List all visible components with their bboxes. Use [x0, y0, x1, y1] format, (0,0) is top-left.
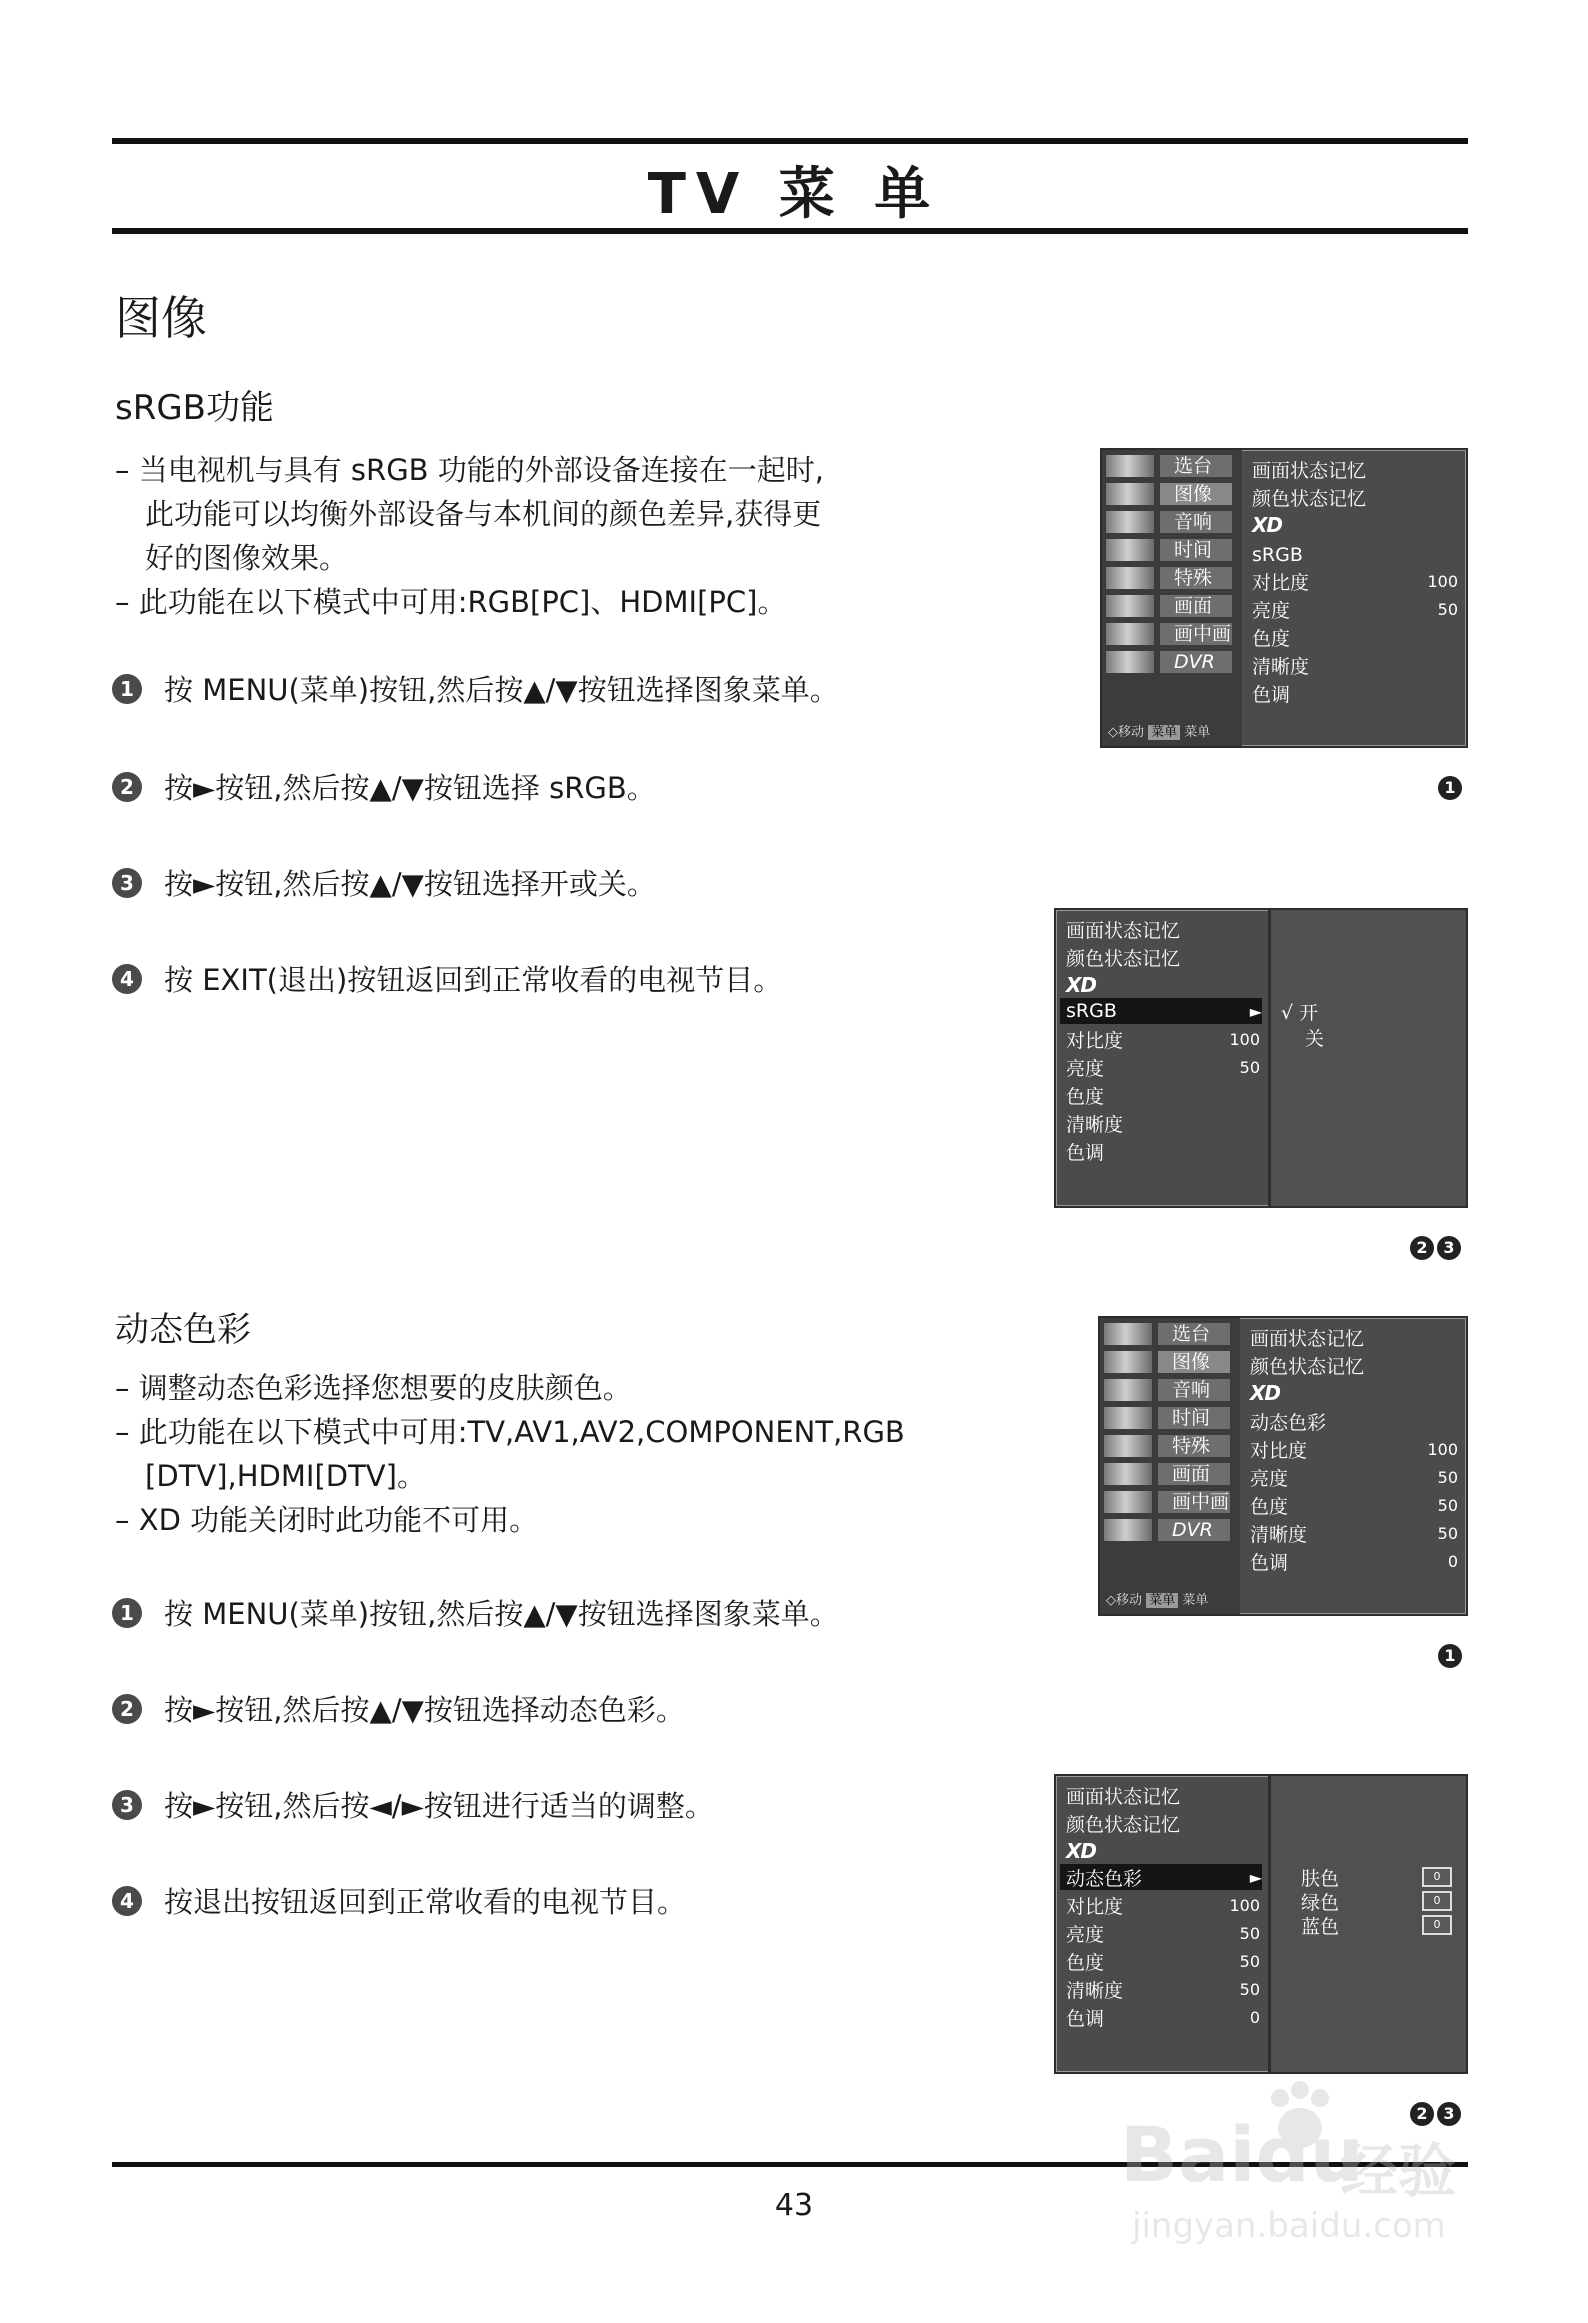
dynamic-desc-line: [DTV],HDMI[DTV]。 — [145, 1459, 426, 1493]
step-text: 按►按钮,然后按▲/▼按钮选择动态色彩。 — [164, 1693, 685, 1727]
osd-menu-srgb-2 — [1054, 908, 1468, 1208]
srgb-step-3 — [112, 862, 656, 903]
step-number-icon: 3 — [112, 1790, 142, 1820]
srgb-heading: sRGB功能 — [115, 388, 275, 428]
osd-row: XD — [1066, 1839, 1097, 1863]
osd-row: 动态色彩 — [1250, 1411, 1327, 1434]
osd-row: XD — [1250, 1381, 1281, 1405]
osd-row: 颜色状态记忆 — [1066, 947, 1181, 970]
osd-row: 颜色状态记忆 — [1250, 1355, 1365, 1378]
osd-row: 对比度 100 — [1250, 1439, 1458, 1462]
dynamic-desc-line: – 此功能在以下模式中可用:TV,AV1,AV2,COMPONENT,RGB — [115, 1415, 905, 1449]
osd-row: 画面状态记忆 — [1066, 919, 1181, 942]
osd-row: 清晰度 50 — [1066, 1979, 1260, 2002]
step-number-icon: 1 — [112, 1598, 142, 1628]
osd-side-item: DVR — [1106, 650, 1232, 674]
srgb-desc-line: 此功能可以均衡外部设备与本机间的颜色差异,获得更 — [145, 497, 822, 531]
osd-item-list — [1240, 1318, 1466, 1614]
osd-row: 对比度 100 — [1252, 571, 1458, 594]
osd-side-menu — [1100, 1318, 1240, 1614]
osd-row: 色度 — [1066, 1085, 1105, 1108]
osd-side-item: 时间 — [1104, 1406, 1230, 1430]
step-number-icon: 1 — [112, 674, 142, 704]
osd-side-item: 画面 — [1104, 1462, 1230, 1486]
osd-side-menu — [1102, 450, 1242, 746]
osd-color-option: 绿色 0 — [1301, 1888, 1452, 1914]
osd-hint: ◇移动 菜单 菜单 — [1108, 725, 1211, 740]
osd-row: XD — [1066, 973, 1097, 997]
osd-item-list — [1056, 1776, 1268, 2072]
osd-side-item: DVR — [1104, 1518, 1230, 1542]
figure-label: 2 3 — [1410, 1236, 1461, 1260]
dynamic-step-3 — [112, 1784, 714, 1825]
osd-item-list — [1242, 450, 1466, 746]
osd-option-off: 关 — [1305, 1027, 1325, 1050]
osd-menu-dynamic-2 — [1054, 1774, 1468, 2074]
osd-row: 清晰度 — [1252, 655, 1310, 678]
srgb-step-4 — [112, 958, 782, 999]
osd-row: 画面状态记忆 — [1250, 1327, 1365, 1350]
srgb-step-2 — [112, 766, 656, 807]
osd-row-selected: sRGB ► — [1060, 998, 1262, 1024]
step-text: 按 MENU(菜单)按钮,然后按▲/▼按钮选择图象菜单。 — [164, 673, 839, 707]
osd-side-item-selected: 图像 — [1104, 1350, 1230, 1374]
osd-side-item: 画面 — [1106, 594, 1232, 618]
step-text: 按►按钮,然后按▲/▼按钮选择开或关。 — [164, 867, 656, 901]
osd-row: 亮度 50 — [1252, 599, 1458, 622]
osd-menu-srgb-1 — [1100, 448, 1468, 748]
dynamic-heading: 动态色彩 — [115, 1310, 251, 1350]
osd-row: 清晰度 — [1066, 1113, 1124, 1136]
header-bottom-rule — [112, 228, 1468, 234]
osd-row: 画面状态记忆 — [1066, 1785, 1181, 1808]
osd-row: 画面状态记忆 — [1252, 459, 1367, 482]
osd-row: XD — [1252, 513, 1283, 537]
osd-row-selected: 动态色彩 ► — [1060, 1864, 1262, 1890]
step-number-icon: 2 — [112, 1694, 142, 1724]
osd-side-item: 画中画 — [1106, 622, 1232, 646]
srgb-desc-line: 好的图像效果。 — [145, 541, 349, 575]
dynamic-desc-line: – XD 功能关闭时此功能不可用。 — [115, 1503, 539, 1537]
srgb-desc-line: – 此功能在以下模式中可用:RGB[PC]、HDMI[PC]。 — [115, 585, 787, 619]
osd-row: 色调 — [1066, 1141, 1105, 1164]
srgb-description — [115, 448, 824, 624]
section-title: 图像 — [115, 291, 207, 345]
osd-row: 色调 — [1252, 683, 1291, 706]
step-text: 按►按钮,然后按▲/▼按钮选择 sRGB。 — [164, 771, 656, 805]
step-number-icon: 2 — [112, 772, 142, 802]
dynamic-step-2 — [112, 1688, 685, 1729]
osd-row: 对比度 100 — [1066, 1029, 1260, 1052]
osd-side-item: 音响 — [1104, 1378, 1230, 1402]
figure-label: 1 — [1438, 776, 1462, 800]
osd-row: 色度 — [1252, 627, 1291, 650]
osd-row: sRGB — [1252, 544, 1303, 566]
osd-row: 色调 0 — [1250, 1551, 1458, 1574]
osd-row: 色度 50 — [1250, 1495, 1458, 1518]
srgb-desc-line: – 当电视机与具有 sRGB 功能的外部设备连接在一起时, — [115, 453, 824, 487]
step-number-icon: 4 — [112, 964, 142, 994]
osd-row: 颜色状态记忆 — [1252, 487, 1367, 510]
dynamic-step-4 — [112, 1880, 686, 1921]
osd-side-item: 选台 — [1104, 1322, 1230, 1346]
osd-row: 亮度 50 — [1066, 1923, 1260, 1946]
dynamic-desc-line: – 调整动态色彩选择您想要的皮肤颜色。 — [115, 1371, 632, 1405]
osd-side-item: 音响 — [1106, 510, 1232, 534]
osd-row: 亮度 50 — [1250, 1467, 1458, 1490]
osd-color-option: 肤色 0 — [1301, 1864, 1452, 1890]
osd-menu-dynamic-1 — [1098, 1316, 1468, 1616]
osd-color-option: 蓝色 0 — [1301, 1912, 1452, 1938]
srgb-step-1 — [112, 668, 839, 709]
osd-row: 亮度 50 — [1066, 1057, 1260, 1080]
osd-submenu — [1268, 910, 1466, 1206]
figure-label: 1 — [1438, 1644, 1462, 1668]
osd-row: 色度 50 — [1066, 1951, 1260, 1974]
page-number: 43 — [774, 2188, 814, 2223]
osd-side-item-selected: 图像 — [1106, 482, 1232, 506]
osd-row: 色调 0 — [1066, 2007, 1260, 2030]
figure-label: 2 3 — [1410, 2102, 1461, 2126]
step-number-icon: 4 — [112, 1886, 142, 1916]
osd-row: 对比度 100 — [1066, 1895, 1260, 1918]
osd-side-item: 选台 — [1106, 454, 1232, 478]
page-title: TV 菜 单 — [647, 162, 941, 227]
osd-side-item: 画中画 — [1104, 1490, 1230, 1514]
osd-side-item: 特殊 — [1104, 1434, 1230, 1458]
step-text: 按 MENU(菜单)按钮,然后按▲/▼按钮选择图象菜单。 — [164, 1597, 839, 1631]
osd-side-item: 特殊 — [1106, 566, 1232, 590]
header-top-rule — [112, 138, 1468, 144]
step-text: 按►按钮,然后按◄/►按钮进行适当的调整。 — [164, 1789, 714, 1823]
osd-hint: ◇移动 菜单 菜单 — [1106, 1593, 1209, 1608]
osd-row: 颜色状态记忆 — [1066, 1813, 1181, 1836]
osd-submenu — [1268, 1776, 1466, 2072]
osd-item-list — [1056, 910, 1268, 1206]
step-text: 按退出按钮返回到正常收看的电视节目。 — [164, 1885, 687, 1919]
osd-row: 清晰度 50 — [1250, 1523, 1458, 1546]
dynamic-step-1 — [112, 1592, 839, 1633]
baidu-watermark-logo: Baidu 经验 jingyan.baidu.com — [1120, 2080, 1500, 2250]
osd-option-on: √ 开 — [1281, 1001, 1319, 1024]
step-text: 按 EXIT(退出)按钮返回到正常收看的电视节目。 — [164, 963, 783, 997]
osd-side-item: 时间 — [1106, 538, 1232, 562]
step-number-icon: 3 — [112, 868, 142, 898]
dynamic-description — [115, 1366, 905, 1542]
